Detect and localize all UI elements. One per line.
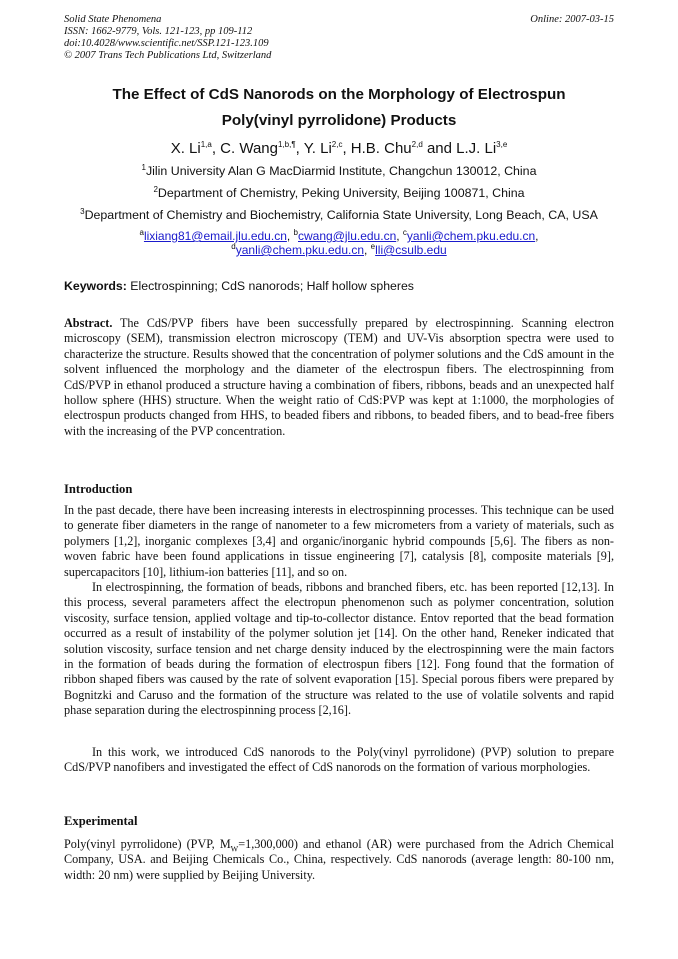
author-sup: 3,e	[496, 140, 508, 149]
affiliation-sup: 3	[80, 206, 85, 216]
section-heading-experimental: Experimental	[64, 814, 138, 828]
title-line-1: The Effect of CdS Nanorods on the Morphology of Electrospun	[112, 86, 566, 103]
abstract-label: Abstract.	[64, 316, 113, 330]
affiliation-2	[64, 185, 614, 201]
title-line-2: Poly(vinyl pyrrolidone) Products	[221, 112, 457, 129]
author-list	[64, 139, 614, 159]
running-header	[64, 14, 614, 62]
email-sup: e	[370, 242, 376, 251]
introduction-paragraph-3: In this work, we introduced CdS nanorods to the Poly(vinyl pyrrolidone) (PVP) solution to prepare CdS/PVP nanofibers and investigated the effect of CdS nanorods on the formation of various morphologies.	[64, 745, 614, 775]
email-link[interactable]: lli@csulb.edu	[375, 243, 447, 257]
introduction-paragraph-1: In the past decade, there have been increasing interests in electrospinning processes. This technique can be used to generate fiber diameters in the range of nanometer to a few micrometers from a variety of materials, such as polymers [1,2], inorganic complexes [3,4] and organic/inorganic hybrid compounds [5,6]. The fibers as non-woven fabric have been found applications in tissue engineering [7], catalysis [8], composite materials [9], supercapacitors [10], lithium-ion batteries [11], and so on.	[64, 503, 614, 579]
affiliation-sup: 2	[153, 184, 158, 194]
keywords	[64, 279, 614, 294]
doi-line: doi:10.4028/www.scientific.net/SSP.121-123.109	[64, 38, 269, 49]
email-sup: d	[231, 242, 236, 251]
online-date: Online: 2007-03-15	[530, 14, 614, 25]
email-sup: a	[139, 228, 144, 237]
author-sup: 2,c	[331, 140, 343, 149]
abstract-text: The CdS/PVP fibers have been successfully prepared by electrospinning. Scanning electron microscopy (SEM), transmission electron microscopy (TEM) and UV-Vis absorption spectra were used to characterize the structure. Results showed that the concentration of polymer solutions and the CdS amount in the solvent influenced the morphology and the diameter of the electrospun fibers. The electrospinning from CdS/PVP in ethanol produced a structure having a combination of fibers, ribbons, beads and an unexpected half hollow sphere (HHS) structure. When the weight ratio of CdS:PVP was kept at 1:1000, the morphologies of electrospun products changed from HHS, to beaded fibers and ribbons, to beaded fibers, and to bead-free fibers with the increasing of the PVP concentration.	[64, 316, 614, 438]
keywords-text: Electrospinning; CdS nanorods; Half hollow spheres	[126, 279, 414, 293]
author-name: , Y. Li	[295, 140, 332, 157]
author-name: and L.J. Li	[422, 140, 497, 157]
author-name: , H.B. Chu	[342, 140, 412, 157]
affiliation-1	[64, 163, 614, 179]
introduction-paragraph-2: In electrospinning, the formation of beads, ribbons and branched fibers, etc. has been reported [12,13]. In this process, several parameters affect the electropun phenomenon such as polymer concentration, solution viscosity, surface tension, applied voltage and tip-to-collector distance. Entov reported that the bead formation occurred as a result of instability of the polymer solution jet [14]. On the other hand, Reneker indicated that solution viscosity, surface tension and net charge density induced by the electrospinning were the main factors in the formation of beads during the formation of electrospun fibers [12]. Fong found that the formation of ribbon shaped fibers was caused by the rate of solvent evaporation [15]. Special porous fibers were prepared by Bognitzki and Caruso and the formation of the structure was related to the use of volatile solvents and rapid phase separation during the electrospinning process [2,16].	[64, 580, 614, 718]
email-sup: b	[293, 228, 298, 237]
author-sup: 1,b,¶	[277, 140, 296, 149]
copyright-line: © 2007 Trans Tech Publications Ltd, Switzerland	[64, 50, 272, 61]
affiliation-text: Department of Chemistry, Peking University, Beijing 100871, China	[157, 186, 525, 200]
journal-name: Solid State Phenomena	[64, 14, 162, 25]
keywords-label: Keywords:	[64, 279, 127, 293]
abstract	[64, 316, 614, 439]
experimental-paragraph-1	[64, 837, 614, 883]
experimental-text: Poly(vinyl pyrrolidone) (PVP, M	[64, 837, 231, 851]
email-link[interactable]: yanli@chem.pku.edu.cn	[406, 229, 536, 243]
paper-title	[64, 82, 614, 134]
issn-line: ISSN: 1662-9779, Vols. 121-123, pp 109-112	[64, 26, 253, 37]
affiliation-text: Department of Chemistry and Biochemistry, California State University, Long Beach, CA, USA	[84, 208, 598, 222]
author-sup: 1,a	[200, 140, 212, 149]
experimental-text: =1,300,000) and ethanol (AR) were purchased from the Adrich Chemical Company, USA. and Beijing Chemicals Co., China, respectively. CdS nanorods (average length: 80-100 nm, width: 20 nm) were supplied by Beijing University.	[64, 837, 614, 882]
affiliation-3	[64, 207, 614, 223]
author-name: , C. Wang	[211, 140, 278, 157]
email-list: $^a$lixiang81@email.jlu.edu.cn, $^b$cwang@jlu.edu.cn, $^c$yanli@chem.pku.edu.cn, $^d$yanli@chem.pku.edu.cn, $^e$lli@csulb.edu	[139, 228, 539, 257]
experimental-sub: W	[230, 844, 239, 854]
author-name: X. Li	[170, 140, 201, 157]
affiliation-text: Jilin University Alan G MacDiarmid Institute, Changchun 130012, China	[145, 164, 537, 178]
author-sup: 2,d	[411, 140, 423, 149]
email-sup: c	[402, 228, 407, 237]
affiliation-sup: 1	[141, 162, 146, 172]
email-link[interactable]: yanli@chem.pku.edu.cn	[235, 243, 364, 257]
section-heading-introduction: Introduction	[64, 482, 133, 496]
email-link[interactable]: lixiang81@email.jlu.edu.cn	[143, 229, 287, 243]
email-link[interactable]: cwang@jlu.edu.cn	[298, 229, 397, 243]
